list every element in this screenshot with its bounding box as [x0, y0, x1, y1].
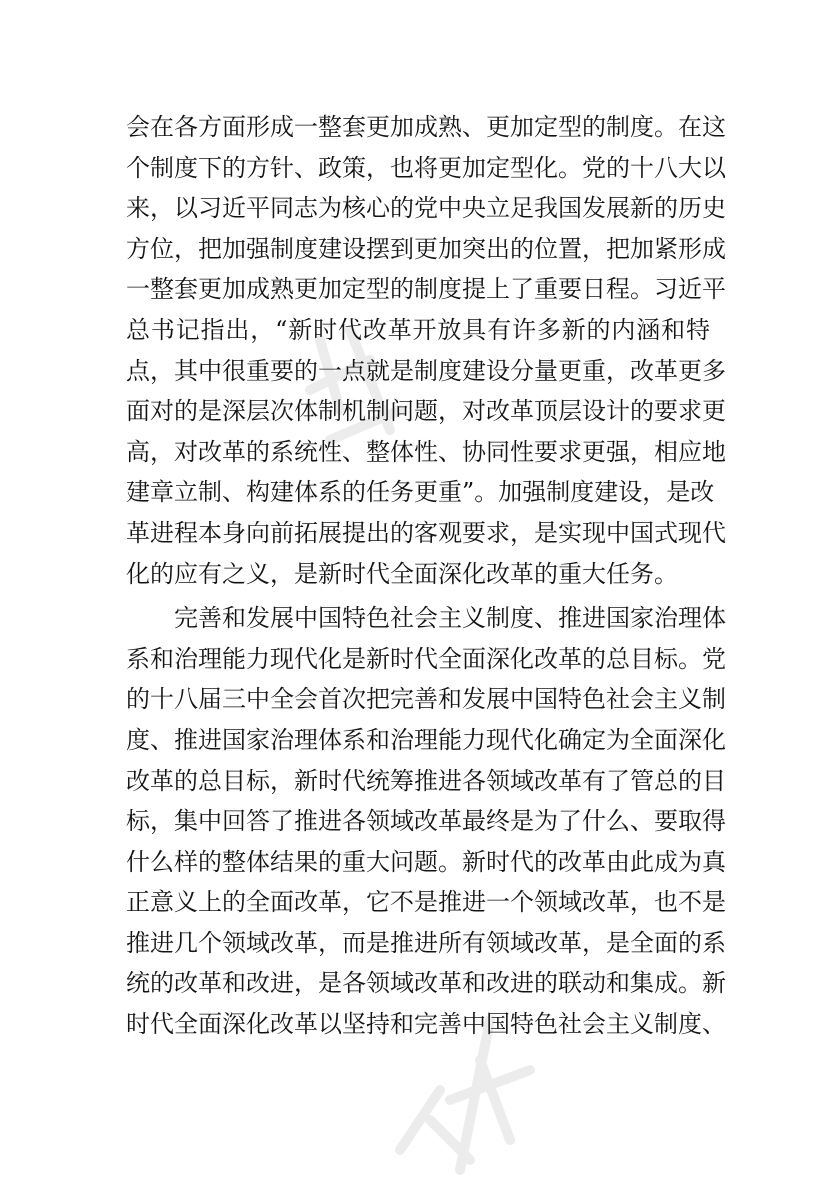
body-text	[126, 107, 726, 1045]
text-line: 面对的是深层次体制机制问题，对改革顶层设计的要求更	[126, 397, 726, 426]
text-line: 方位，把加强制度建设摆到更加突出的位置，把加紧形成	[126, 234, 726, 263]
text-line: 推进几个领域改革，而是推进所有领域改革，是全面的系	[126, 928, 726, 957]
paragraph-2	[126, 598, 726, 1045]
text-line: 一整套更加成熟更加定型的制度提上了重要日程。习近平	[126, 275, 726, 304]
text-line: 系和治理能力现代化是新时代全面深化改革的总目标。党	[126, 644, 726, 673]
text-line: 完善和发展中国特色社会主义制度、推进国家治理体	[126, 604, 726, 633]
text-line: 个制度下的方针、政策，也将更加定型化。党的十八大以	[126, 153, 726, 182]
text-line: 什么样的整体结果的重大问题。新时代的改革由此成为真	[126, 847, 726, 876]
text-line: 度、推进国家治理体系和治理能力现代化确定为全面深化	[126, 725, 726, 754]
text-line: 点，其中很重要的一点就是制度建设分量更重，改革更多	[126, 356, 726, 385]
text-line: 正意义上的全面改革，它不是推进一个领域改革，也不是	[126, 888, 726, 917]
text-line: 革进程本身向前拓展提出的客观要求，是实现中国式现代	[126, 518, 726, 547]
text-line: 标，集中回答了推进各领域改革最终是为了什么、要取得	[126, 807, 726, 836]
text-line: 的十八届三中全会首次把完善和发展中国特色社会主义制	[126, 685, 726, 714]
paragraph-1	[126, 107, 726, 594]
text-line: 改革的总目标，新时代统筹推进各领域改革有了管总的目	[126, 766, 726, 795]
text-line: 总书记指出，“新时代改革开放具有许多新的内涵和特	[126, 315, 710, 344]
text-line: 建章立制、构建体系的任务更重”。加强制度建设，是改	[126, 478, 715, 507]
text-line: 统的改革和改进，是各领域改革和改进的联动和集成。新	[126, 969, 726, 998]
text-line: 会在各方面形成一整套更加成熟、更加定型的制度。在这	[126, 113, 726, 141]
text-line: 时代全面深化改革以坚持和完善中国特色社会主义制度、	[126, 1010, 726, 1039]
text-line: 来，以习近平同志为核心的党中央立足我国发展新的历史	[126, 194, 726, 223]
text-line: 化的应有之义，是新时代全面深化改革的重大任务。	[126, 559, 678, 588]
text-line: 高，对改革的系统性、整体性、协同性要求更强，相应地	[126, 437, 726, 466]
